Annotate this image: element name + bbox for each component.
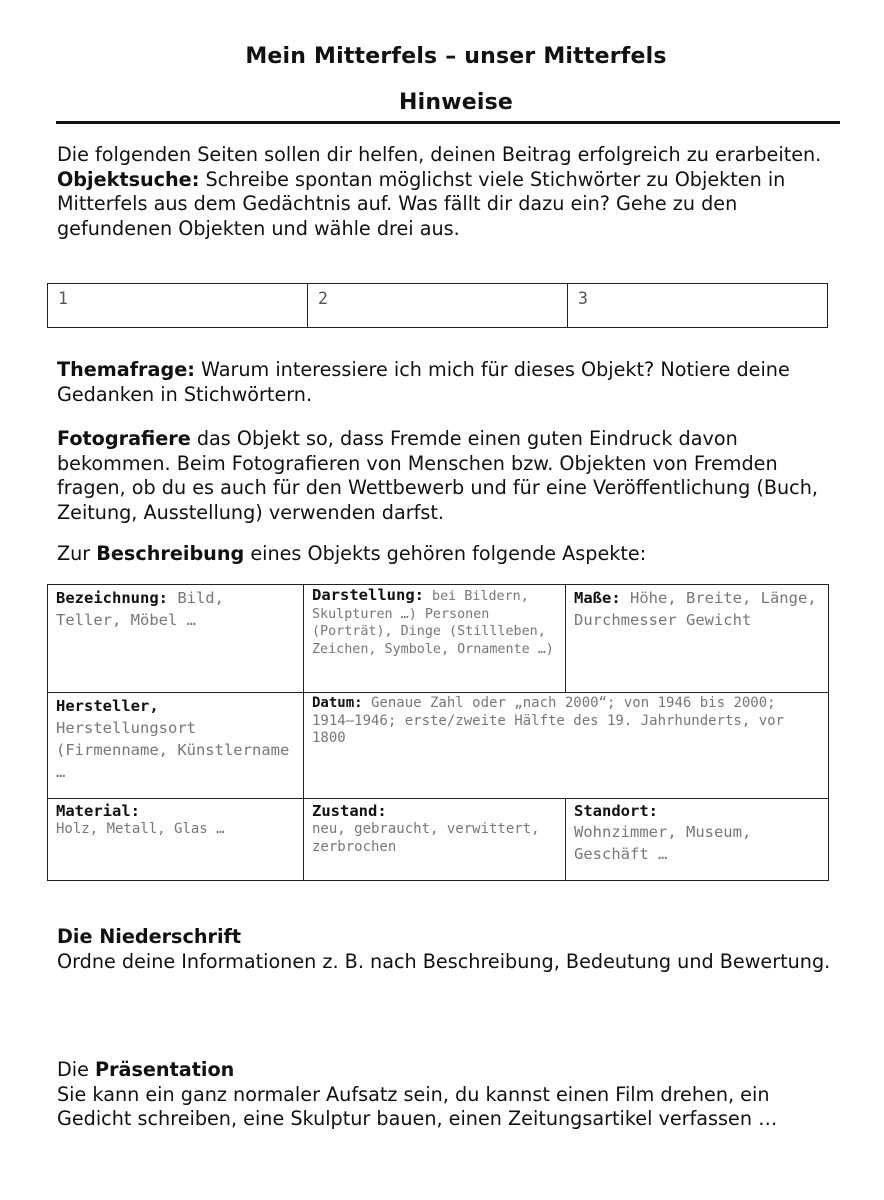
praesentation-text: Sie kann ein ganz normaler Aufsatz sein, du kannst einen Film drehen, ein Gedicht schreiben, eine Skulptur bauen, einen Zeitungsartikel verfassen … [57, 1082, 778, 1130]
choice-cell-1[interactable]: 1 [48, 284, 308, 328]
niederschrift-paragraph [57, 925, 847, 974]
cell-zustand [304, 799, 566, 881]
masse-label: Maße: [574, 589, 621, 607]
intro-text: Die folgenden Seiten sollen dir helfen, deinen Beitrag erfolgreich zu erarbeiten. [57, 143, 822, 166]
cell-darstellung [304, 585, 566, 693]
praesentation-paragraph [57, 1058, 847, 1132]
praesentation-heading: Präsentation [95, 1058, 235, 1081]
darstellung-text: bei Bildern, Skulpturen …) Personen (Porträt), Dinge (Stillleben, Zeichen, Symbole, Ornamente …) [312, 589, 554, 657]
fotografiere-paragraph [57, 427, 847, 525]
datum-label: Datum: [312, 695, 363, 711]
themafrage-paragraph [57, 358, 847, 407]
darstellung-label: Darstellung: [312, 586, 424, 604]
cell-bezeichnung [48, 585, 304, 693]
beschreibung-suffix: eines Objekts gehören folgende Aspekte: [244, 542, 647, 565]
niederschrift-text: Ordne deine Informationen z. B. nach Beschreibung, Bedeutung und Bewertung. [57, 949, 831, 973]
choice-table [47, 283, 828, 328]
masse-text: Höhe, Breite, Länge, Durchmesser Gewicht [574, 589, 817, 629]
hersteller-label: Hersteller, [56, 697, 159, 715]
choice-cell-3[interactable]: 3 [568, 284, 828, 328]
aspects-table [47, 584, 829, 881]
title-underline [56, 121, 840, 124]
objektsuche-text: Schreibe spontan möglichst viele Stichwörter zu Objekten in Mitterfels aus dem Gedächtnis auf. Was fällt dir dazu ein? Gehe zu den gefundenen Objekten und wähle drei aus. [57, 167, 786, 240]
fotografiere-label: Fotografiere [57, 427, 191, 450]
datum-text: Genaue Zahl oder „nach 2000“; von 1946 bis 2000; 1914–1946; erste/zweite Hälfte des 19. Jahrhunderts, vor 1800 [312, 695, 785, 746]
niederschrift-heading: Die Niederschrift [57, 925, 242, 948]
intro-paragraph [57, 143, 847, 241]
hersteller-text: Herstellungsort (Firmenname, Künstlername … [56, 719, 290, 781]
beschreibung-paragraph [57, 542, 847, 567]
bezeichnung-text: Bild, Teller, Möbel … [56, 589, 224, 629]
material-text: Holz, Metall, Glas … [56, 821, 225, 837]
cell-datum [304, 693, 829, 799]
cell-standort [566, 799, 829, 881]
material-label: Material: [56, 802, 140, 820]
beschreibung-prefix: Zur [57, 542, 97, 565]
cell-hersteller [48, 693, 304, 799]
praesentation-prefix: Die [57, 1058, 96, 1081]
standort-text: Wohnzimmer, Museum, Geschäft … [574, 823, 752, 863]
objektsuche-label: Objektsuche: [57, 167, 200, 191]
page-subtitle: Hinweise [398, 90, 514, 115]
standort-label: Standort: [574, 802, 658, 820]
bezeichnung-label: Bezeichnung: [56, 589, 168, 607]
zustand-text: neu, gebraucht, verwittert, zerbrochen [312, 821, 540, 855]
choice-cell-2[interactable]: 2 [308, 284, 568, 328]
cell-material [48, 799, 304, 881]
zustand-label: Zustand: [312, 802, 387, 820]
fotografiere-text: das Objekt so, dass Fremde einen guten Eindruck davon bekommen. Beim Fotografieren von Menschen bzw. Objekten von Fremden fragen, ob du es auch für den Wettbewerb und für eine Veröffentlichung (Buch, Zeitung, Ausstellung) verwenden darfst. [57, 427, 818, 524]
cell-masse [566, 585, 829, 693]
beschreibung-label: Beschreibung [96, 542, 245, 565]
page-title: Mein Mitterfels – unser Mitterfels [245, 44, 667, 69]
themafrage-label: Themafrage: [57, 358, 195, 381]
themafrage-text: Warum interessiere ich mich für dieses Objekt? Notiere deine Gedanken in Stichwörtern. [57, 358, 790, 406]
